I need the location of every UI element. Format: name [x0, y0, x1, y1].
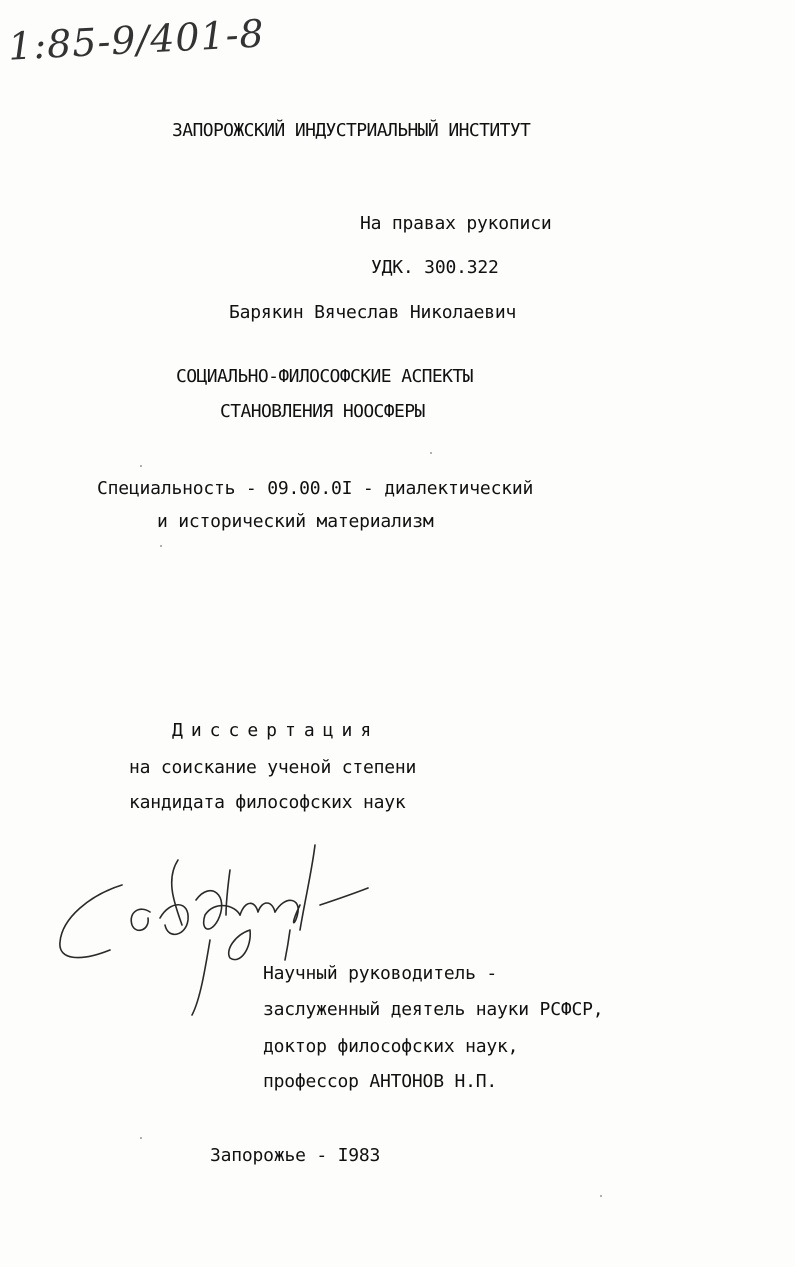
supervisor-line-1: Научный руководитель - — [263, 963, 498, 984]
title-line-1: СОЦИАЛЬНО-ФИЛОСОФСКИЕ АСПЕКТЫ — [176, 366, 473, 387]
dissertation-line-1: на соискание ученой степени — [129, 757, 417, 778]
paper-speck — [140, 1137, 142, 1139]
dissertation-heading: Диссертация — [172, 720, 380, 741]
specialty-line-2: и исторический материализм — [157, 511, 434, 532]
supervisor-line-4: профессор АНТОНОВ Н.П. — [263, 1071, 498, 1092]
supervisor-line-2: заслуженный деятель науки РСФСР, — [263, 999, 604, 1020]
paper-speck — [140, 465, 142, 467]
udc-code: УДК. 300.322 — [371, 257, 499, 278]
archive-code-handwritten: 1:85-9/401-8 — [7, 11, 266, 69]
supervisor-line-3: доктор философских наук, — [263, 1036, 519, 1057]
city-year: Запорожье - I983 — [210, 1145, 381, 1166]
paper-speck — [430, 452, 432, 454]
specialty-line-1: Специальность - 09.00.0I - диалектический — [97, 478, 534, 499]
institution-name: ЗАПОРОЖСКИЙ ИНДУСТРИАЛЬНЫЙ ИНСТИТУТ — [172, 120, 531, 141]
dissertation-line-2: кандидата философских наук — [129, 792, 406, 813]
rights-note: На правах рукописи — [360, 213, 552, 234]
author-name: Барякин Вячеслав Николаевич — [229, 302, 517, 323]
paper-speck — [160, 545, 162, 547]
title-line-2: СТАНОВЛЕНИЯ НООСФЕРЫ — [220, 401, 425, 422]
paper-speck — [600, 1195, 602, 1197]
